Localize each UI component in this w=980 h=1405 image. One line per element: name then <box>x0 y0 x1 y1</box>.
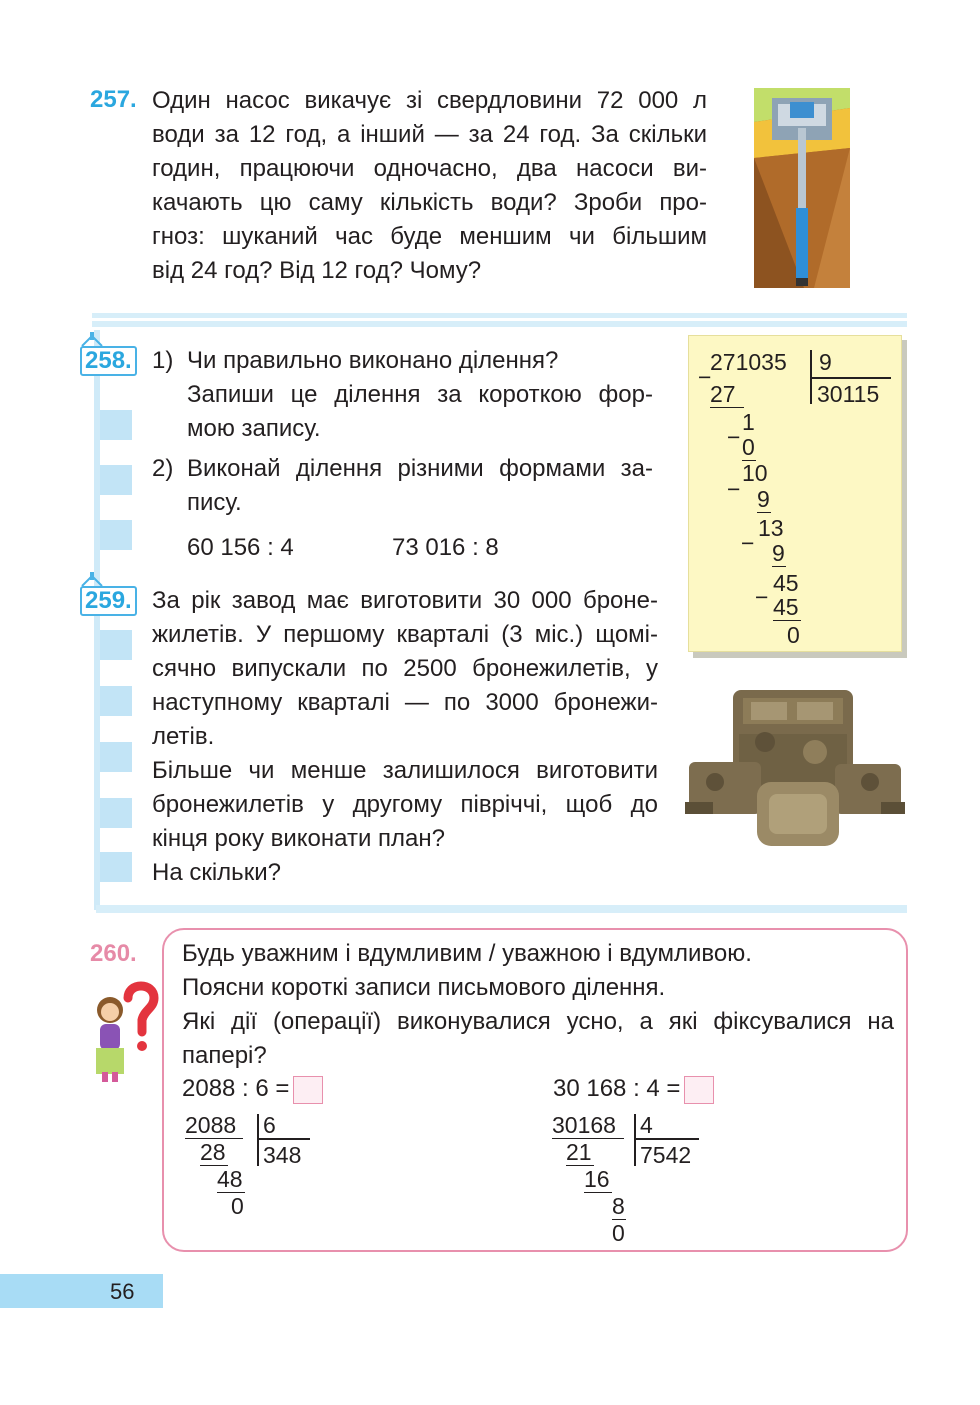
binder-tab <box>100 852 132 882</box>
item-marker: 1) <box>152 347 174 374</box>
step: 13 <box>758 515 784 541</box>
expression: 73 016 : 8 <box>392 534 499 561</box>
quotient: 7542 <box>640 1142 692 1168</box>
step: 48 <box>217 1166 245 1193</box>
problem-257-text <box>152 84 707 288</box>
binder-tab <box>100 465 132 495</box>
minus-sign: − <box>698 364 712 390</box>
expression: 60 156 : 4 <box>187 534 294 561</box>
problem-number: 258. <box>80 346 137 376</box>
text-line: На скільки? <box>152 859 281 886</box>
text-line: кінця року виконати план? <box>152 825 445 852</box>
step: 27 <box>710 381 744 408</box>
text-line: бронежилетів у другому півріччі, щоб до <box>152 791 658 818</box>
text-line: жилетів. У першому кварталі (3 міс.) щомі- <box>152 621 658 648</box>
text-line: Які дії (операції) виконувалися усно, а які фіксувалися на <box>182 1008 894 1035</box>
text-line: наступному кварталі — по 3000 бронежи- <box>152 689 658 716</box>
page-number: 56 <box>110 1279 135 1304</box>
problem-260-text <box>182 937 894 1073</box>
division-box <box>688 335 902 652</box>
minus-sign: − <box>727 424 741 450</box>
text-line: пису. <box>187 489 242 516</box>
equation-2 <box>553 1072 714 1106</box>
section-divider-line <box>92 318 907 321</box>
division-bar <box>634 1114 636 1166</box>
answer-box[interactable] <box>293 1076 323 1104</box>
text-line: води за 12 год, а інший — за 24 год. За скільки <box>152 121 707 148</box>
step: 0 <box>787 622 800 648</box>
item-marker: 2) <box>152 455 174 482</box>
division-bar <box>635 1138 699 1140</box>
step: 0 <box>612 1220 625 1246</box>
minus-sign: − <box>727 476 741 502</box>
minus-sign: − <box>741 530 755 556</box>
step: 21 <box>566 1139 594 1166</box>
text-line: годин, працюючи одночасно, два насоси ви- <box>152 155 707 182</box>
text-line: сячно випускали по 2500 бронежилетів, у <box>152 655 658 682</box>
girl-question-icon <box>88 976 160 1086</box>
short-division-1 <box>185 1112 325 1222</box>
division-bar <box>258 1138 310 1140</box>
division-bar <box>257 1114 259 1166</box>
problem-258-item2 <box>187 452 653 520</box>
problem-259-text <box>152 584 658 890</box>
minus-sign: − <box>755 584 769 610</box>
step: 8 <box>612 1193 625 1219</box>
step: 10 <box>742 460 768 486</box>
step: 45 <box>773 570 799 596</box>
step: 9 <box>757 486 770 512</box>
step: 28 <box>200 1139 228 1166</box>
text-line: від 24 год? Від 12 год? Чому? <box>152 257 482 284</box>
quotient: 348 <box>263 1142 302 1168</box>
division-bar <box>811 377 891 379</box>
binder-tab <box>100 410 132 440</box>
text-line: За рік завод має виготовити 30 000 броне- <box>152 587 658 614</box>
dividend: 30168 <box>552 1112 624 1139</box>
binder-tab <box>100 798 132 828</box>
step: 0 <box>742 434 755 460</box>
binder-tab <box>100 686 132 716</box>
page-number-tab <box>0 1274 163 1308</box>
problem-number: 259. <box>80 586 137 616</box>
section-bottom-bar <box>96 905 907 913</box>
dividend: 271035 <box>710 349 787 375</box>
text-line: Запиши це ділення за короткою фор- <box>187 381 653 408</box>
step: 16 <box>584 1166 612 1193</box>
text-line: Один насос викачує зі свердловини 72 000 л <box>152 87 707 114</box>
dividend: 2088 <box>185 1112 243 1139</box>
step: 9 <box>772 540 785 566</box>
problem-number: 257. <box>90 86 137 113</box>
text-line: гноз: шуканий час буде меншим чи більшим <box>152 223 707 250</box>
text-line: качають цю саму кількість води? Зроби про- <box>152 189 707 216</box>
binder-tab <box>100 742 132 772</box>
text-line: Більше чи менше залишилося виготовити <box>152 757 658 784</box>
text-line: Будь уважним і вдумливим / уважною і вдумливою. <box>182 940 752 967</box>
answer-box[interactable] <box>684 1076 714 1104</box>
problem-258-item1 <box>187 344 653 446</box>
text-line: мою запису. <box>187 415 321 442</box>
equation-1 <box>182 1072 323 1106</box>
divisor: 4 <box>640 1112 653 1138</box>
text-line: папері? <box>182 1042 267 1069</box>
binder-tab <box>100 520 132 550</box>
problem-number: 260. <box>90 940 137 967</box>
text-line: Поясни короткі записи письмового ділення. <box>182 974 666 1001</box>
step: 1 <box>742 409 755 435</box>
text-line: Виконай ділення різними формами за- <box>187 455 653 482</box>
quotient: 30115 <box>817 381 880 407</box>
short-division-2 <box>552 1112 712 1248</box>
equation-text: 2088 : 6 = <box>182 1075 290 1102</box>
body-armor-vest-illustration <box>685 682 907 860</box>
step: 0 <box>231 1193 244 1219</box>
binder-tab <box>100 630 132 660</box>
divisor: 9 <box>819 349 832 375</box>
step: 45 <box>773 594 801 621</box>
text-line: Чи правильно виконано ділення? <box>187 347 559 374</box>
well-pump-illustration <box>754 88 850 288</box>
divisor: 6 <box>263 1112 276 1138</box>
text-line: летів. <box>152 723 215 750</box>
equation-text: 30 168 : 4 = <box>553 1075 681 1102</box>
